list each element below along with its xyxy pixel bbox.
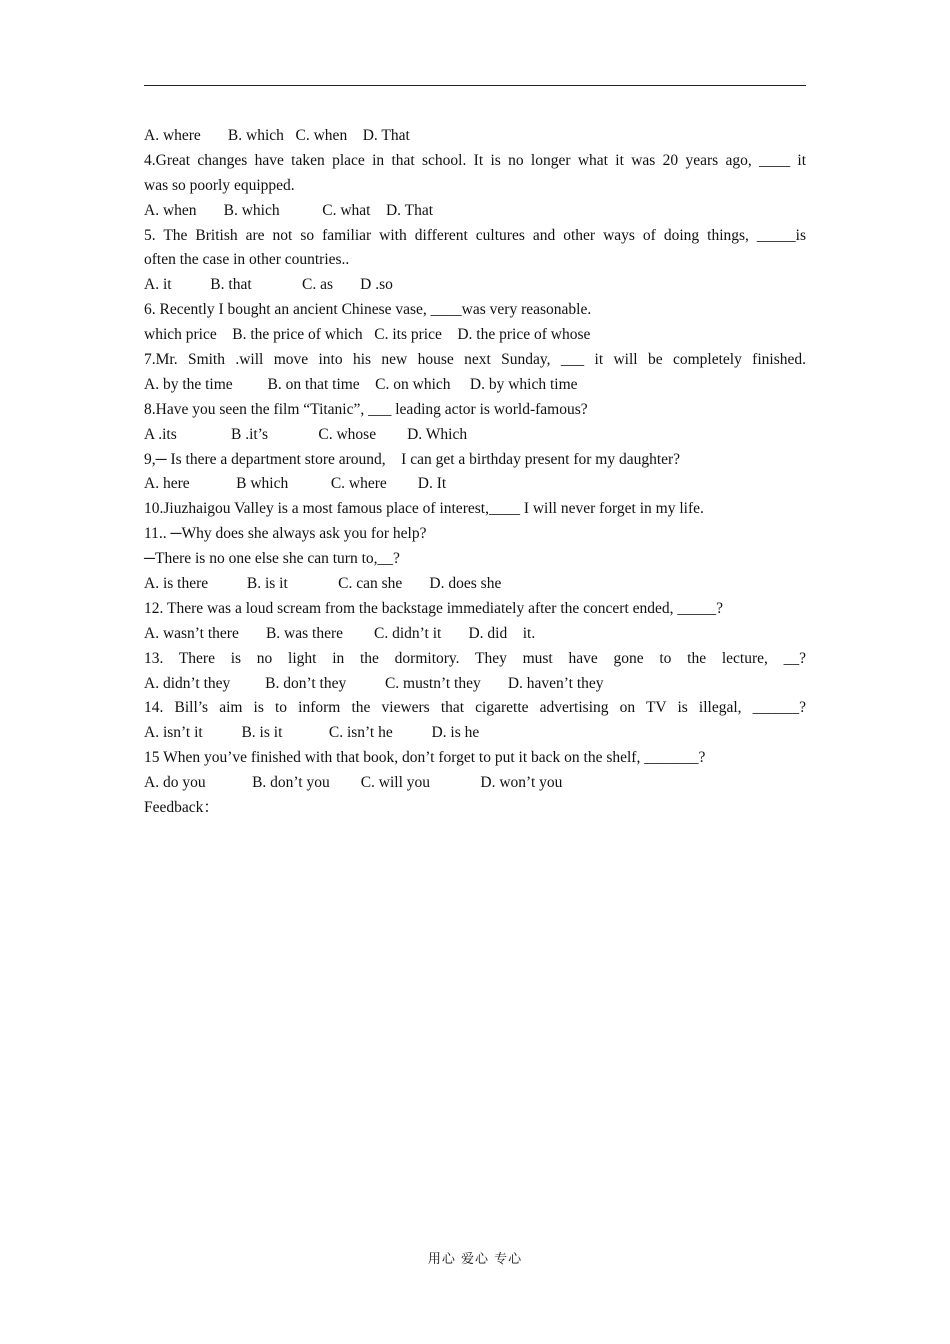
question-13: 13. There is no light in the dormitory. They must have gone to the lecture, __?: [144, 649, 806, 667]
question-11-line-2: ─There is no one else she can turn to,__?: [144, 550, 400, 568]
question-6: 6. Recently I bought an ancient Chinese vase, ____was very reasonable.: [144, 301, 592, 319]
question-6-options: which price B. the price of which C. its price D. the price of whose: [144, 326, 591, 344]
question-11-options: A. is there B. is it C. can she D. does she: [144, 575, 502, 593]
question-15: 15 When you’ve finished with that book, don’t forget to put it back on the shelf, _______?: [144, 749, 706, 767]
question-14-options: A. isn’t it B. is it C. isn’t he D. is he: [144, 724, 480, 742]
question-4-line-2: was so poorly equipped.: [144, 176, 295, 194]
question-10: 10.Jiuzhaigou Valley is a most famous place of interest,____ I will never forget in my life.: [144, 500, 704, 518]
question-13-options: A. didn’t they B. don’t they C. mustn’t they D. haven’t they: [144, 674, 604, 692]
question-11-line-1: 11.. ─Why does she always ask you for help?: [144, 525, 427, 543]
question-7-options: A. by the time B. on that time C. on which D. by which time: [144, 375, 578, 393]
question-9-options: A. here B which C. where D. It: [144, 475, 447, 493]
question-5-options: A. it B. that C. as D .so: [144, 276, 393, 294]
question-4-line-1: 4.Great changes have taken place in that school. It is no longer what it was 20 years ago, ____ it: [144, 151, 806, 169]
question-14: 14. Bill’s aim is to inform the viewers that cigarette advertising on TV is illegal, ______?: [144, 699, 806, 717]
question-5-line-1: 5. The British are not so familiar with different cultures and other ways of doing things, _____is: [144, 226, 806, 244]
document-body: [144, 124, 806, 821]
question-9: 9,─ Is there a department store around, I can get a birthday present for my daughter?: [144, 450, 681, 468]
question-12-options: A. wasn’t there B. was there C. didn’t it D. did it.: [144, 624, 536, 642]
question-15-options: A. do you B. don’t you C. will you D. won’t you: [144, 774, 563, 792]
header-rule: [144, 85, 806, 86]
feedback-label: Feedback：: [144, 799, 219, 817]
question-8-options: A .its B .it’s C. whose D. Which: [144, 425, 468, 443]
question-7: 7.Mr. Smith .will move into his new house next Sunday, ___ it will be completely finished.: [144, 351, 806, 369]
question-12: 12. There was a loud scream from the backstage immediately after the concert ended, _____?: [144, 599, 724, 617]
text-line: A. where B. which C. when D. That: [144, 127, 410, 144]
question-5-line-2: often the case in other countries..: [144, 251, 350, 269]
page-footer: 用心 爱心 专心: [427, 1252, 523, 1267]
question-4-options: A. when B. which C. what D. That: [144, 201, 434, 219]
question-8: 8.Have you seen the film “Titanic”, ___ leading actor is world-famous?: [144, 400, 588, 418]
